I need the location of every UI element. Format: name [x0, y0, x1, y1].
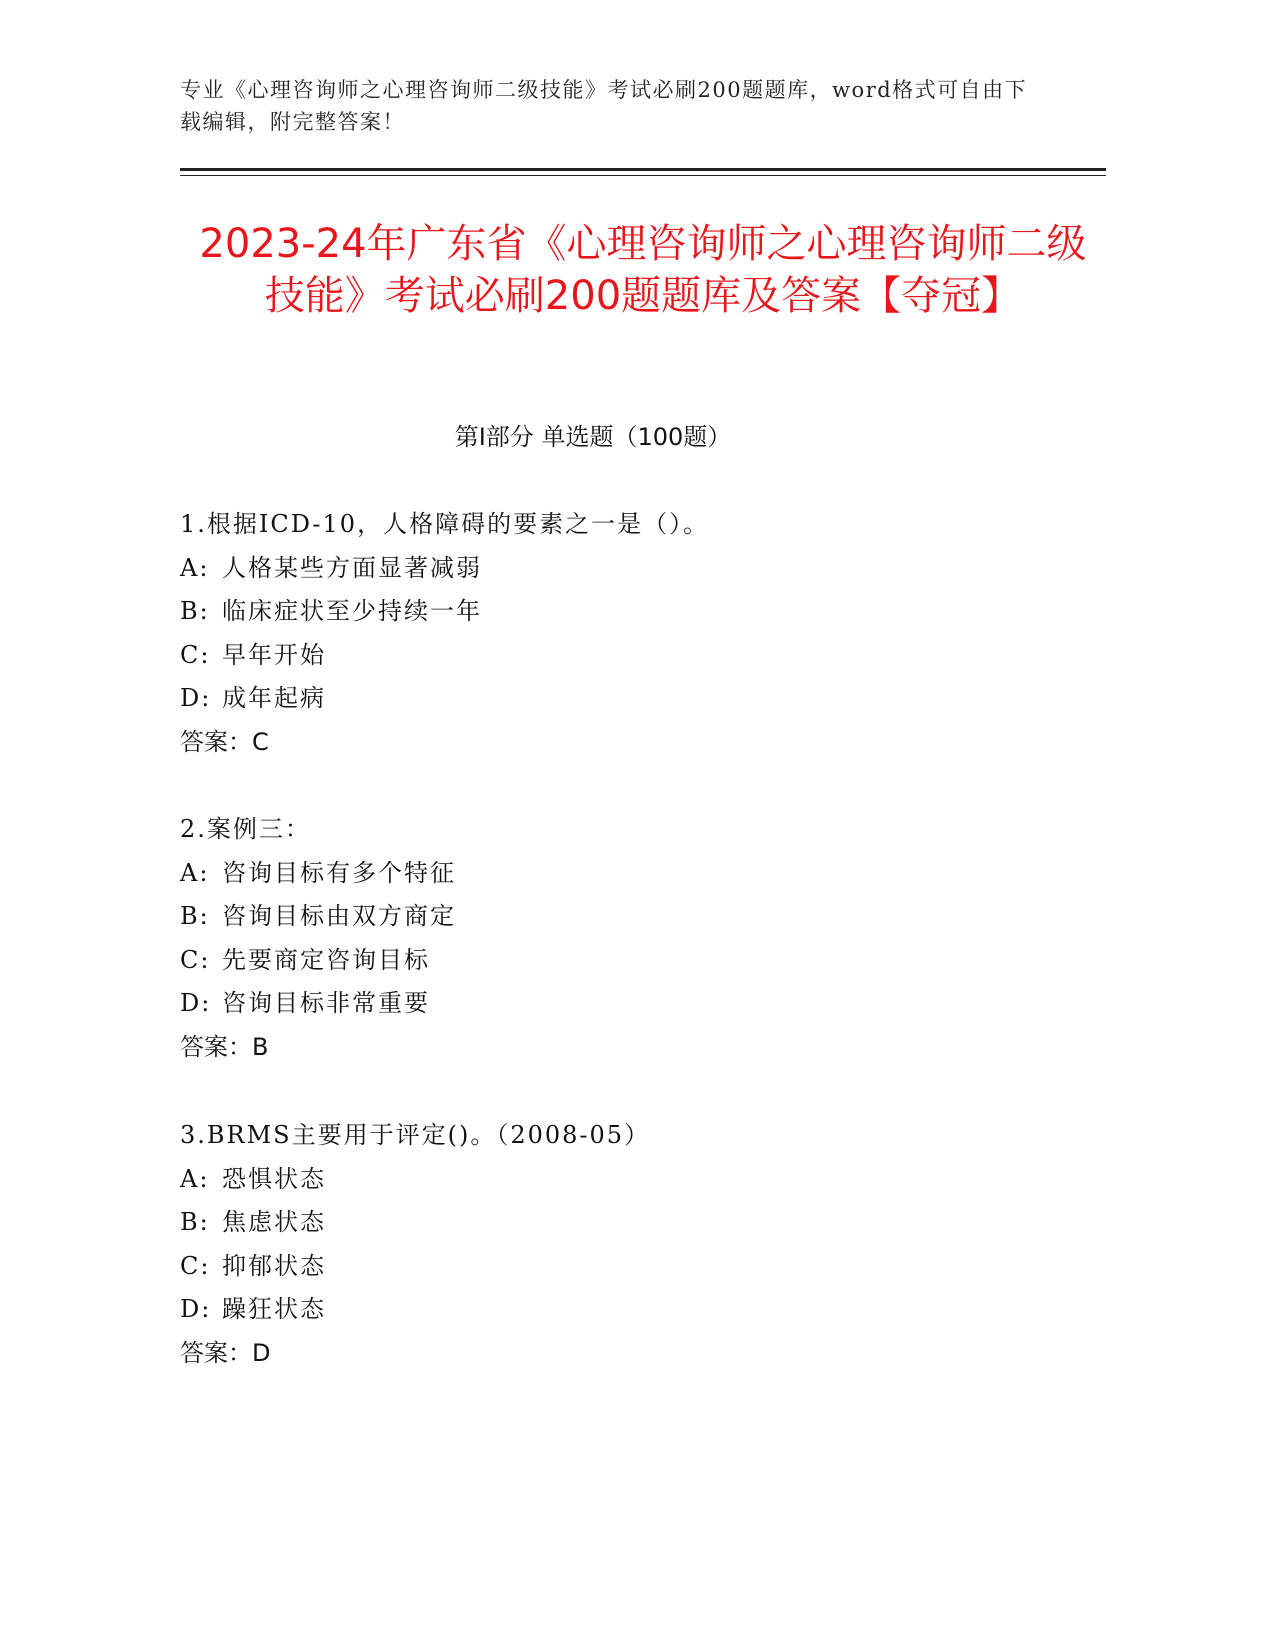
option-text: 躁狂状态: [222, 1295, 326, 1323]
answer: 答案：D: [180, 1338, 271, 1367]
option-b: [180, 1201, 1080, 1245]
option-letter: C:: [180, 640, 211, 669]
document-title: 2023-24年广东省《心理咨询师之心理咨询师二级技能》考试必刷200题题库及答案【夺冠】: [199, 221, 1087, 319]
option-letter: B:: [180, 1208, 210, 1236]
option-text: 抑郁状态: [222, 1251, 326, 1280]
option-c: [180, 939, 1080, 983]
option-letter: C:: [180, 945, 211, 974]
section-title: 第I部分 单选题（100题）: [454, 423, 732, 451]
option-c: [180, 634, 1080, 678]
option-d: [180, 677, 1080, 721]
option-text: 先要商定咨询目标: [222, 945, 430, 974]
header-rule-thick: [180, 168, 1106, 171]
question-stem: 3.BRMS主要用于评定()。（2008-05）: [180, 1121, 651, 1149]
option-d: [180, 1288, 1080, 1332]
option-text: 临床症状至少持续一年: [222, 597, 482, 625]
header-note: 专业《心理咨询师之心理咨询师二级技能》考试必刷200题题库，word格式可自由下载编辑，附完整答案！: [180, 78, 1028, 134]
option-text: 成年起病: [222, 684, 326, 712]
answer: 答案：C: [180, 727, 269, 756]
option-letter: A:: [180, 858, 210, 887]
question-stem: 1.根据ICD-10，人格障碍的要素之一是（）。: [180, 510, 710, 538]
option-letter: A:: [180, 1164, 210, 1193]
option-letter: B:: [180, 902, 210, 930]
option-letter: B:: [180, 597, 210, 625]
question-stem: 2.案例三：: [180, 815, 311, 843]
option-letter: D:: [180, 989, 212, 1017]
option-a: [180, 547, 1080, 591]
option-letter: D:: [180, 684, 212, 712]
option-c: [180, 1245, 1080, 1289]
option-text: 早年开始: [222, 640, 326, 669]
header-rule-thin: [180, 175, 1106, 176]
option-letter: D:: [180, 1295, 212, 1323]
option-text: 焦虑状态: [222, 1208, 326, 1236]
answer: 答案：B: [180, 1032, 269, 1061]
option-letter: A:: [180, 553, 210, 582]
question-3: [180, 1114, 1080, 1375]
option-text: 恐惧状态: [222, 1164, 326, 1193]
option-letter: C:: [180, 1251, 211, 1280]
option-b: [180, 895, 1080, 939]
option-a: [180, 1158, 1080, 1202]
option-b: [180, 590, 1080, 634]
question-2: [180, 808, 1080, 1069]
option-text: 咨询目标由双方商定: [222, 902, 456, 930]
option-text: 咨询目标有多个特征: [222, 858, 456, 887]
option-text: 咨询目标非常重要: [222, 989, 430, 1017]
question-1: [180, 503, 1080, 764]
option-text: 人格某些方面显著减弱: [222, 553, 482, 582]
option-a: [180, 852, 1080, 896]
option-d: [180, 982, 1080, 1026]
